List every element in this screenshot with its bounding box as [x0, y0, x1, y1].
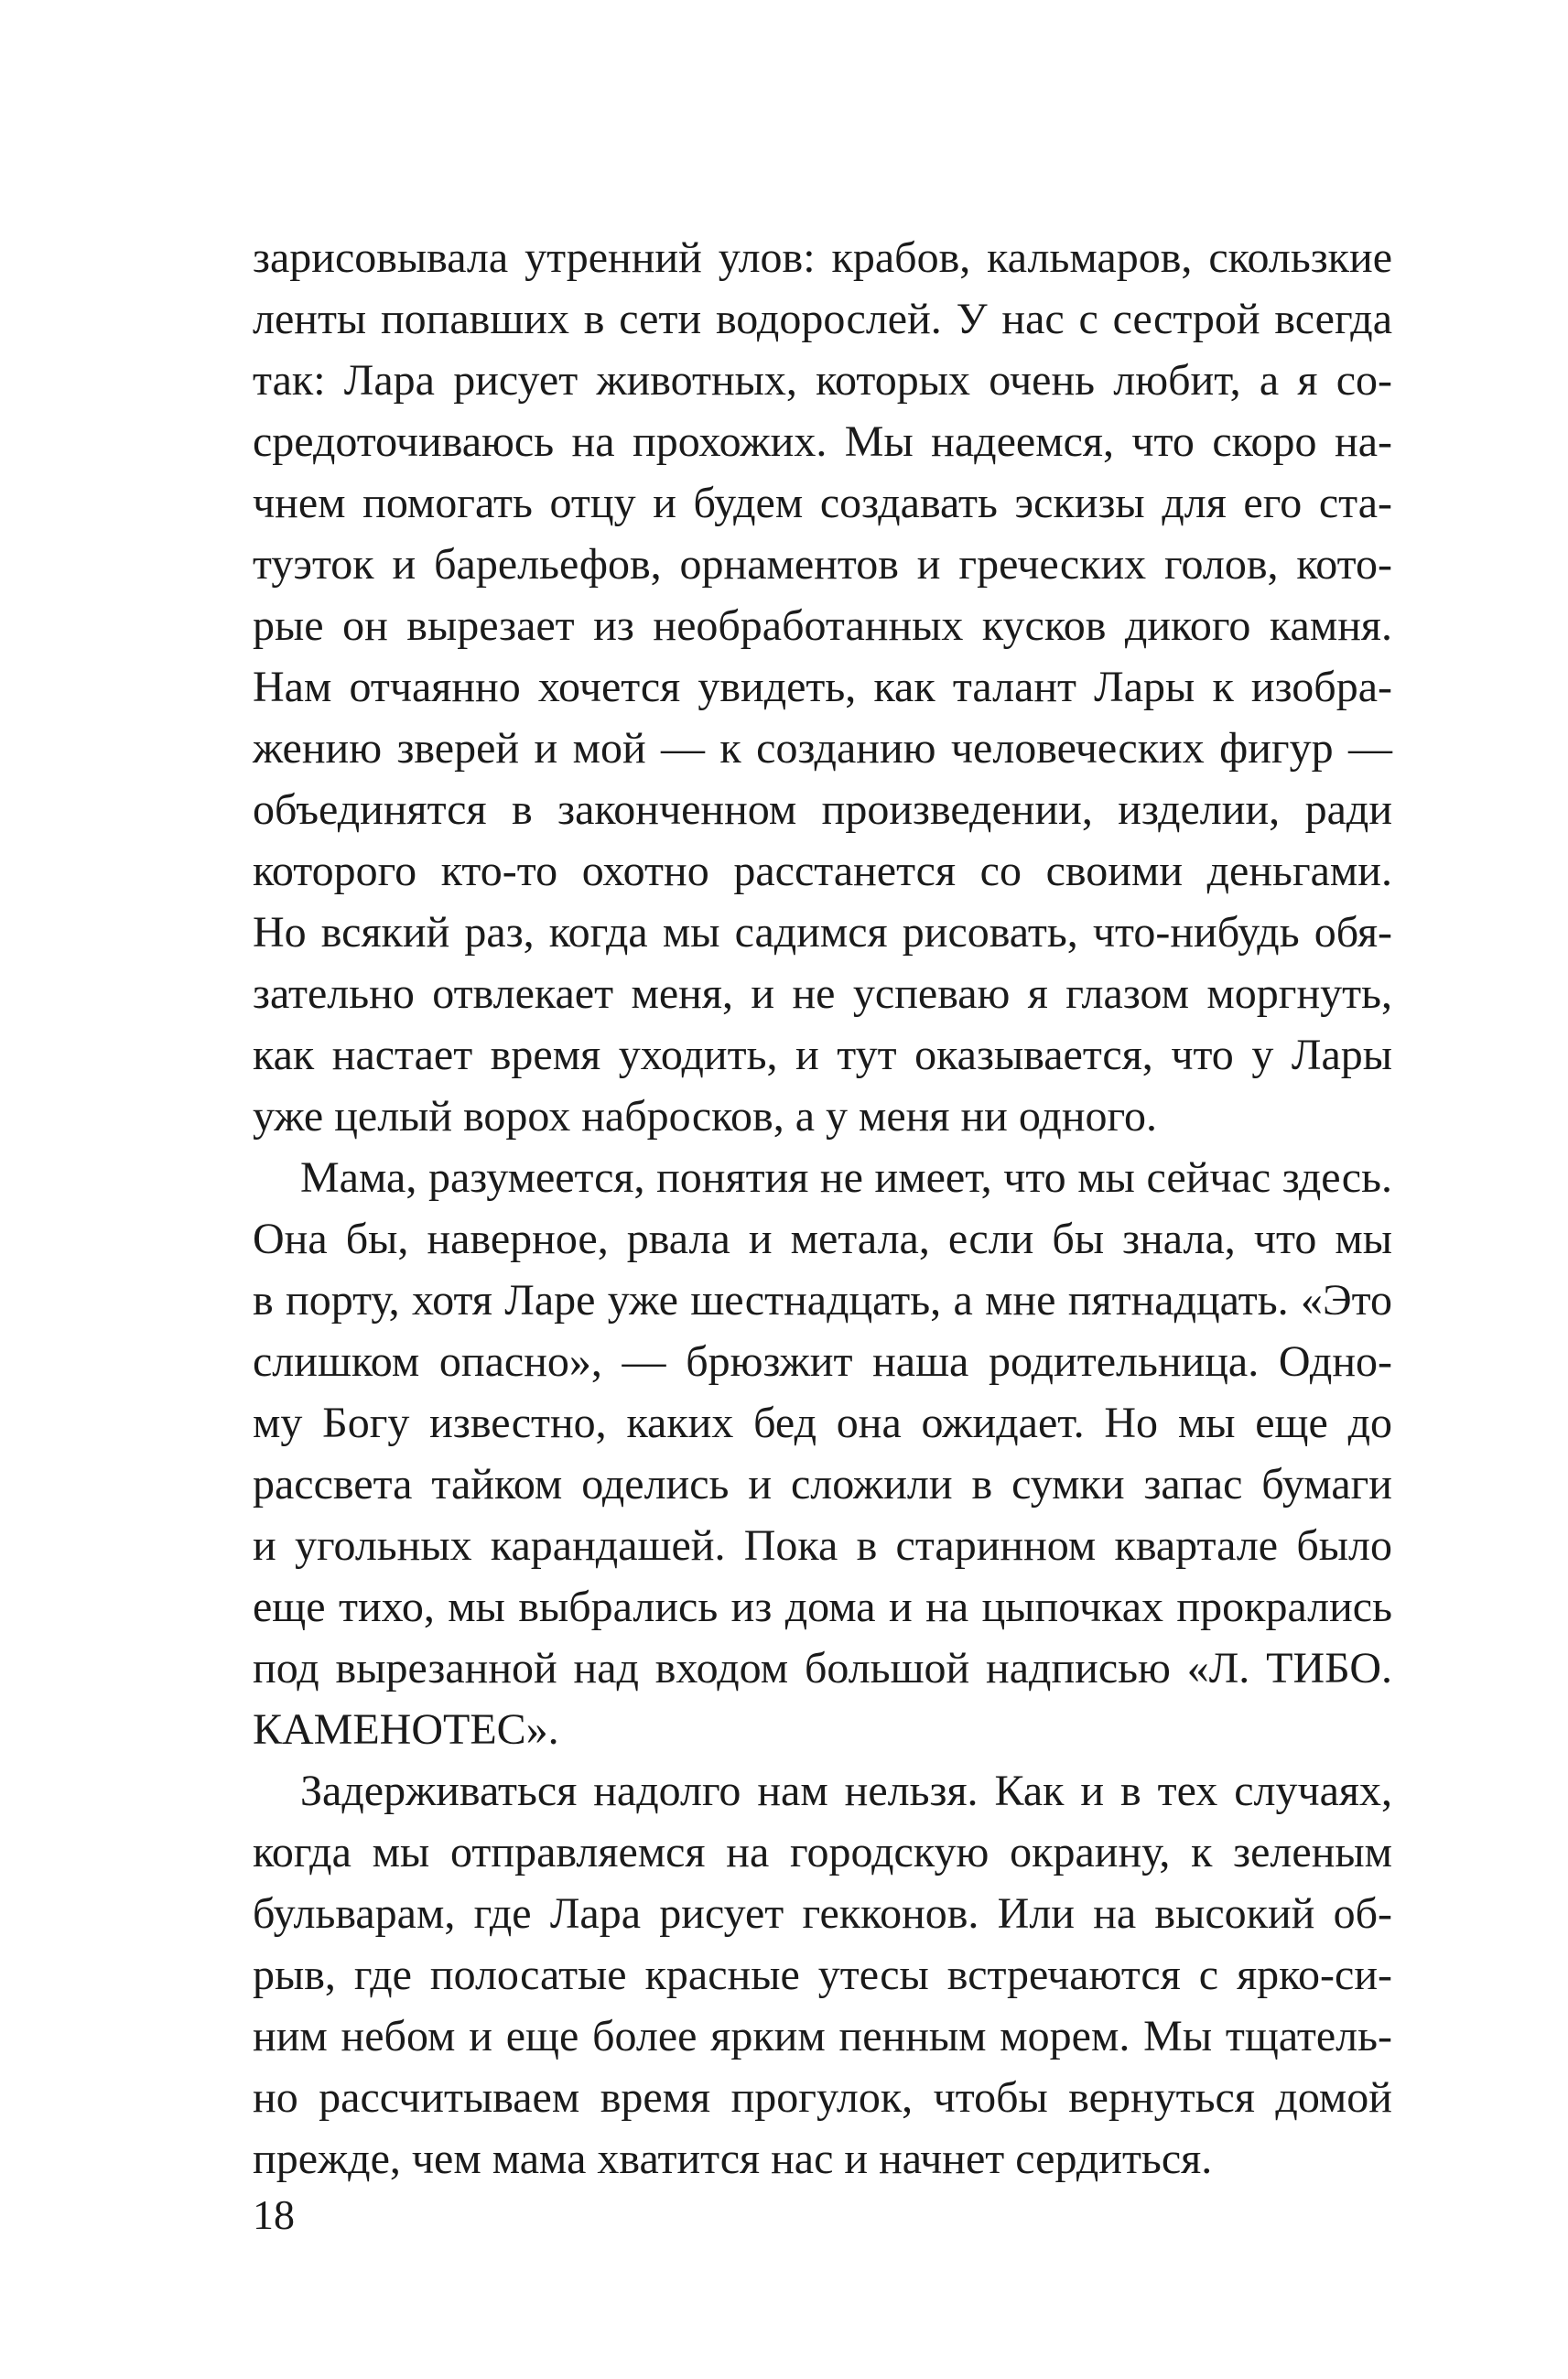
text-line: средоточиваюсь на прохожих. Мы надеемся, что скоро на- [253, 417, 1392, 466]
text-line: объединятся в законченном произведении, изделии, ради [253, 785, 1392, 834]
text-line: Задерживаться надолго нам нельзя. Как и в тех случаях, [300, 1767, 1392, 1815]
text-line: рые он вырезает из необработанных кусков дикого камня. [253, 601, 1392, 650]
text-line: Она бы, наверное, рвала и метала, если бы знала, что мы [253, 1215, 1392, 1263]
text-line: в порту, хотя Ларе уже шестнадцать, а мне пятнадцать. «Это [253, 1276, 1392, 1325]
paragraph-3 [253, 1760, 1392, 2190]
paragraph-2 [253, 1147, 1392, 1760]
text-line: зательно отвлекает меня, и не успеваю я глазом моргнуть, [253, 969, 1392, 1018]
text-line: Нам отчаянно хочется увидеть, как талант Лары к изобра- [253, 663, 1392, 711]
text-line: так: Лара рисует животных, которых очень любит, а я со- [253, 356, 1392, 405]
text-line: Мама, разумеется, понятия не имеет, что мы сейчас здесь. [300, 1153, 1392, 1202]
text-line: ним небом и еще более ярким пенным морем. Мы тщатель- [253, 2012, 1392, 2060]
body-text [253, 227, 1392, 2190]
text-line: Но всякий раз, когда мы садимся рисовать, что-нибудь обя- [253, 908, 1392, 957]
text-line: под вырезанной над входом большой надписью «Л. ТИБО. [253, 1644, 1392, 1692]
text-line: ленты попавших в сети водорослей. У нас с сестрой всегда [253, 295, 1392, 343]
text-line: еще тихо, мы выбрались из дома и на цыпочках прокрались [253, 1583, 1392, 1631]
text-line: рассвета тайком оделись и сложили в сумки запас бумаги [253, 1460, 1392, 1509]
page-number: 18 [253, 2191, 295, 2238]
paragraph-1 [253, 227, 1392, 1147]
text-line: слишком опасно», — брюзжит наша родительница. Одно- [253, 1337, 1392, 1386]
text-line: туэток и барельефов, орнаментов и греческих голов, кото- [253, 540, 1392, 589]
text-line: уже целый ворох набросков, а у меня ни одного. [253, 1092, 1158, 1141]
text-line: как настает время уходить, и тут оказывается, что у Лары [253, 1031, 1392, 1079]
text-line: зарисовывала утренний улов: крабов, кальмаров, скользкие [253, 233, 1392, 282]
text-line: прежде, чем мама хватится нас и начнет сердиться. [253, 2135, 1213, 2183]
text-line: му Богу известно, каких бед она ожидает. Но мы еще до [253, 1399, 1392, 1447]
text-line: бульварам, где Лара рисует гекконов. Или на высокий об- [253, 1889, 1392, 1938]
text-line: чнем помогать отцу и будем создавать эскизы для его ста- [253, 479, 1392, 527]
text-line: рыв, где полосатые красные утесы встречаются с ярко-си- [253, 1951, 1392, 1999]
text-line: и угольных карандашей. Пока в старинном квартале было [253, 1521, 1392, 1570]
text-line: которого кто-то охотно расстанется со своими деньгами. [253, 847, 1392, 895]
text-line: но рассчитываем время прогулок, чтобы вернуться домой [253, 2073, 1392, 2122]
text-line: когда мы отправляемся на городскую окраину, к зеленым [253, 1828, 1392, 1876]
text-line: жению зверей и мой — к созданию человеческих фигур — [253, 724, 1392, 773]
text-line: КАМЕНОТЕС». [253, 1705, 559, 1754]
